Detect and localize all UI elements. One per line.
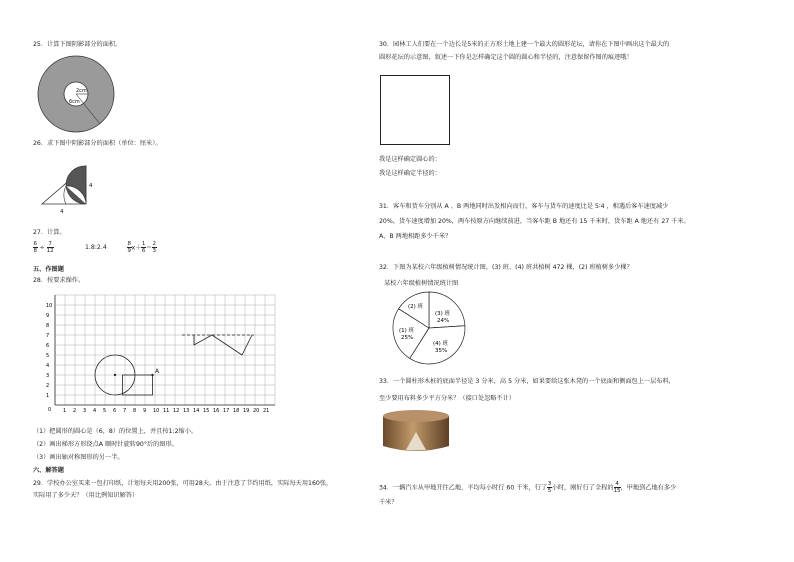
grid-x-tick-label: 14 [193,408,200,414]
pie-slice-percent: 35% [435,348,448,354]
q26-triangle-figure [40,160,100,220]
q26-bottom-label: 4 [60,209,64,215]
q34-f2-num: 4 [615,481,619,487]
q32-text: 32．下图为某校六年级植树情况统计图，(3) 班、(4) 班共植树 472 棵，(2) 班植树多少棵？ [379,264,633,271]
grid-x-tick-label: 6 [113,408,117,414]
grid-x-tick-label: 16 [213,408,220,414]
grid-point-a-label: A [155,368,160,375]
pie-slice-label: (2) 班 [408,304,424,310]
q30-radius: 我是这样确定半径的： [379,170,441,177]
grid-x-tick-label: 2 [73,408,77,414]
pie-slice-percent: 24% [437,318,450,324]
q25-outer-label: 6cm [69,99,80,105]
q27-e1-num1: 6 [33,241,37,247]
q34-suffix: ，甲地到乙地有多少 [620,484,677,492]
q34-f1-num: 3 [547,481,552,487]
grid-x-tick-label: 12 [173,408,180,414]
pie-slice-label: (3) 班 [435,311,451,317]
q25-inner-label: 2cm [76,88,87,94]
grid-x-tick-label: 1 [63,408,67,414]
q31-line2: 20%，货车速度增加 20%，两车按原方向继续前进，当客车距 B 地还有 15 千米时，货车距 A 地还有 27 千米。 [379,218,690,225]
q28-sub1: （1）把圆形的圆心是（6，8）的位置上，并且按1:2缩小。 [33,428,198,435]
q28-text: 28．按要求操作。 [33,277,85,284]
grid-y-tick-label: 7 [46,333,50,339]
grid-x-tick-label: 4 [93,408,97,414]
q28-sub3: （3）画出轴对称图形的另一半。 [33,454,124,461]
q27-e3-den3: 3 [152,248,157,254]
grid-x-tick-label: 21 [263,408,270,414]
q30-center: 我是这样确定圆心的： [379,156,441,163]
grid-y-tick-label: 2 [46,383,50,389]
grid-x-tick-label: 17 [223,408,230,414]
grid-x-tick-label: 20 [253,408,260,414]
q26-side-label: 4 [89,183,93,189]
q27-expr1 [33,241,54,255]
q28-grid [36,294,276,419]
grid-x-tick-label: 18 [233,408,240,414]
q27-e1-op: ÷ [39,244,45,252]
q30-square [380,75,450,145]
q25-annulus-figure [36,56,116,136]
q27-e3-den1: 9 [127,248,131,254]
q29-line1: 29．学校办公室买来一包打印纸，计划每天用200张，可用28天。由于注意了节约用纸，实际每天用160张， [33,480,333,487]
grid-y-tick-label: 3 [46,373,50,379]
q32-chart-title: 某校六年级植树情况统计图 [384,280,459,287]
grid-x-tick-label: 11 [163,408,170,414]
q27-text: 27．计算。 [33,229,66,236]
q34-f1-den: 5 [547,488,552,494]
q33-stool-image [380,406,452,456]
q34-f2-den: 15 [613,488,621,494]
grid-x-tick-label: 3 [83,408,87,414]
q25-text: 25．计算下图阴影部分的面积。 [33,41,122,48]
q29-line2: 实际用了多少天？（用比例知识解答） [33,492,139,499]
grid-x-tick-label: 13 [183,408,190,414]
grid-x-tick-label: 9 [143,408,147,414]
grid-circle-center [114,374,116,376]
q27-e1-num2: 7 [48,241,52,247]
q27-e1-den2: 12 [46,248,54,254]
grid-y-tick-label: 9 [46,313,50,319]
grid-x-tick-label: 15 [203,408,210,414]
q28-sub2: （2）画出梯形方形绕点A 顺时针旋转90°后的图形。 [33,441,178,448]
pie-slice-label: (4) 班 [433,341,449,347]
grid-x-tick-label: 8 [133,408,137,414]
grid-y-tick-label: 1 [46,393,50,399]
q27-expr2: 1.8:2.4 [85,244,107,251]
grid-y-tick-label: 10 [46,303,53,309]
q30-line1: 30．园林工人们要在一个边长是5米的正方形土地上建一个最大的圆形花坛，请你在下图中画出这个最大的 [379,41,670,48]
grid-x-tick-label: 10 [153,408,160,414]
q27-e3-eq: ＝ [145,244,153,252]
q27-e3-den2: 6 [141,248,146,254]
q27-e3-mid: x＋ [131,244,142,252]
q27-e3-num3: 2 [152,241,157,247]
q31-line1: 31．客车和货车分别从 A 、B 两地同时出发相向而行，客车与货车的速度比是 5∶4 ，相遇后客车速度减少 [379,203,669,210]
q26-text: 26．求下图中阴影部分的面积（单位：厘米）。 [33,140,162,147]
grid-y-tick-label: 4 [46,363,50,369]
grid-x-tick-label: 19 [243,408,250,414]
q33-line2: 至少要用布料多少平方分米？（接口处忽略不计） [379,395,516,402]
q27-e1-den1: 8 [33,248,37,254]
q27-e3-num2: 1 [141,241,146,247]
q27-expr3 [127,241,157,255]
pie-slice-percent: 25% [401,335,414,341]
q34-line1 [379,481,676,495]
section6-heading: 六、解答题 [33,467,64,474]
grid-y-tick-label: 6 [46,343,50,349]
q34-prefix: 34．一辆汽车从甲地开往乙地，平均每小时行 60 千米，行了 [379,484,548,492]
q31-line3: A、B 两地相距多少千米？ [379,233,452,240]
q30-line2: 圆形花坛的示意图，叙述一下你是怎样确定这个圆的圆心和半径的，注意保留作图的痕迹哦！ [379,54,633,61]
q34-line2: 千米？ [379,499,398,506]
grid-y-tick-label: 8 [46,323,50,329]
q32-pie-chart [386,290,476,370]
pie-slice-label: (1) 班 [399,328,415,334]
section5-heading: 五、作图题 [33,266,64,273]
grid-x-tick-label: 7 [123,408,127,414]
grid-x-tick-label: 5 [103,408,107,414]
grid-origin-label: 0 [48,407,52,413]
q27-e3-num1: 8 [127,241,131,247]
grid-point-a [151,374,153,376]
q33-line1: 33．一个圆柱形木桩的底面半径是 3 分米，高 5 分米，如果要给这张木凳的一个底面和侧面包上一层布料， [379,378,675,385]
grid-y-tick-label: 5 [46,353,50,359]
q34-mid: 小时，刚好行了全程的 [551,484,614,492]
